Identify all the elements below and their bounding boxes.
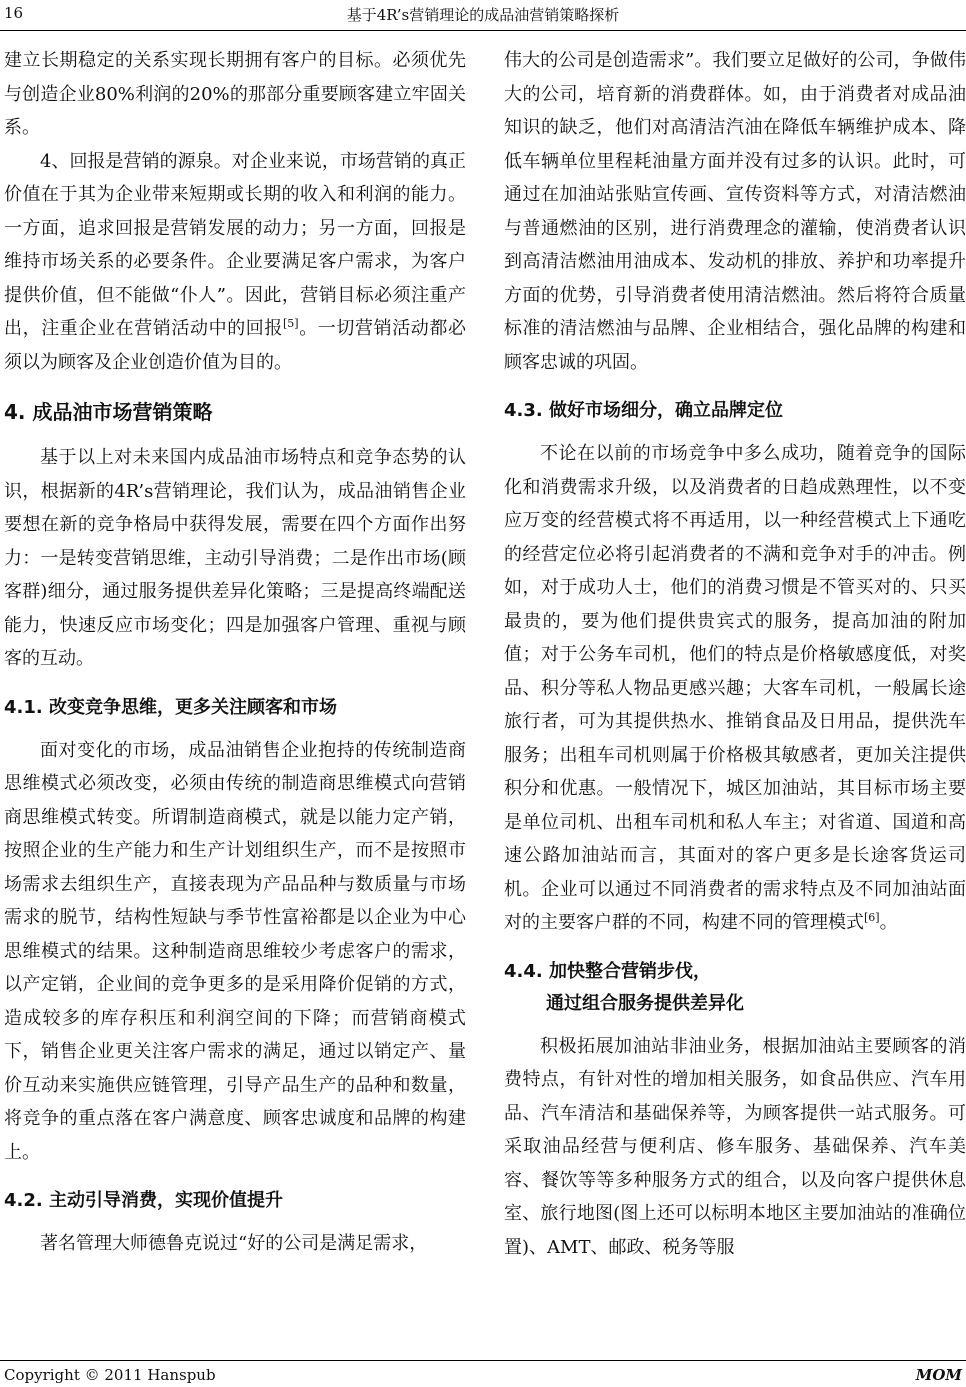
subsection-heading-line2: 通过组合服务提供差异化 xyxy=(546,992,744,1014)
paragraph: 著名管理大师德鲁克说过“好的公司是满足需求， xyxy=(40,1233,428,1254)
subsection-heading: 4.1. 改变竞争思维，更多关注顾客和市场 xyxy=(4,696,337,718)
page-footer xyxy=(0,1360,966,1387)
journal-abbreviation: MOM xyxy=(915,1366,962,1384)
paragraph: 4、回报是营销的源泉。对企业来说，市场营销的真正价值在于其为企业带来短期或长期的收入和利润的能力。一方面，追求回报是营销发展的动力；另一方面，回报是维持市场关系的必要条件。企业要满足客户需求，为客户提供价值，但不能做“仆人”。因此，营销目标必须注重产出，注重企业在营销活动中的回报[5]。一切营销活动都必须以为顾客及企业创造价值为目的。 xyxy=(4,150,467,373)
section-heading: 4. 成品油市场营销策略 xyxy=(4,400,213,424)
page-header xyxy=(0,0,966,31)
paragraph: 不论在以前的市场竞争中多么成功，随着竞争的国际化和消费需求升级，以及消费者的日趋成熟理性，以不变应万变的经营模式将不再适用，以一种经营模式上下通吃的经营定位必将引起消费者的不满和竞争对手的冲击。例如，对于成功人士，他们的消费习惯是不管买对的、只买最贵的，要为他们提供贵宾式的服务，提高加油的附加值；对于公务车司机，他们的特点是价格敏感度低，对奖品、积分等私人物品更感兴趣；大客车司机，一般属长途旅行者，可为其提供热水、推销食品及日用品，提供洗车服务；出租车司机则属于价格极其敏感者，更加关注提供积分和优惠。一般情况下，城区加油站，其目标市场主要是单位司机、出租车司机和私人车主；对省道、国道和高速公路加油站而言，其面对的客户更多是长途客货运司机。企业可以通过不同消费者的需求特点及不同加油站面对的主要客户群的不同，构建不同的管理模式[6]。 xyxy=(504,443,966,933)
subsection-heading: 4.2. 主动引导消费，实现价值提升 xyxy=(4,1190,283,1211)
paragraph: 建立长期稳定的关系实现长期拥有客户的目标。必须优先与创造企业80%利润的20%的那部分重要顾客建立牢固关系。 xyxy=(4,50,466,138)
paragraph: 基于以上对未来国内成品油市场特点和竞争态势的认识，根据新的4R’s营销理论，我们认为，成品油销售企业要想在新的竞争格局中获得发展，需要在四个方面作出努力：一是转变营销思维，主动引导消费；二是作出市场(顾客群)细分，通过服务提供差异化策略；三是提高终端配送能力，快速反应市场变化；四是加强客户管理、重视与顾客的互动。 xyxy=(4,447,466,669)
paragraph: 积极拓展加油站非油业务，根据加油站主要顾客的消费特点，有针对性的增加相关服务，如食品供应、汽车用品、汽车清洁和基础保养等，为顾客提供一站式服务。可采取油品经营与便利店、修车服务、基础保养、汽车美容、餐饮等等多种服务方式的组合，以及向客户提供休息室、旅行地图(图上还可以标明本地区主要加油站的准确位置)、AMT、邮政、税务等服 xyxy=(504,1035,966,1258)
copyright-notice: Copyright © 2011 Hanspub xyxy=(4,1366,216,1384)
subsection-heading-line1: 4.4. 加快整合营销步伐， xyxy=(504,960,711,982)
right-column xyxy=(504,44,966,1264)
subsection-heading: 4.3. 做好市场细分，确立品牌定位 xyxy=(504,400,783,421)
left-column xyxy=(4,44,466,1261)
paragraph: 面对变化的市场，成品油销售企业抱持的传统制造商思维模式必须改变，必须由传统的制造商思维模式向营销商思维模式转变。所谓制造商模式，就是以能力定产销，按照企业的生产能力和生产计划组织生产，而不是按照市场需求去组织生产，直接表现为产品品种与数质量与市场需求的脱节，结构性短缺与季节性富裕都是以企业为中心思维模式的结果。这种制造商思维较少考虑客户的需求，以产定销，企业间的竞争更多的是采用降价促销的方式，造成较多的库存积压和利润空间的下降；而营销商模式下，销售企业更关注客户需求的满足，通过以销定产、量价互动来实施供应链管理，引导产品生产的品种和数量，将竞争的重点落在客户满意度、顾客忠诚度和品牌的构建上。 xyxy=(4,739,466,1163)
citation-ref[interactable]: [6] xyxy=(864,911,880,924)
subsection-heading xyxy=(504,956,966,1020)
paragraph: 伟大的公司是创造需求”。我们要立足做好的公司，争做伟大的公司，培育新的消费群体。如，由于消费者对成品油知识的缺乏，他们对高清洁汽油在降低车辆维护成本、降低车辆单位里程耗油量方面并没有过多的认识。此时，可通过在加油站张贴宣传画、宣传资料等方式，对清洁燃油与普通燃油的区别，进行消费理念的灌输，使消费者认识到高清洁燃油用油成本、发动机的排放、养护和功率提升方面的优势，引导消费者使用清洁燃油。然后将符合质量标准的清洁燃油与品牌、企业相结合，强化品牌的构建和顾客忠诚的巩固。 xyxy=(504,50,966,373)
running-title: 基于4R’s营销理论的成品油营销策略探析 xyxy=(346,6,620,24)
page-number: 16 xyxy=(4,4,24,22)
citation-ref[interactable]: [5] xyxy=(283,317,299,330)
